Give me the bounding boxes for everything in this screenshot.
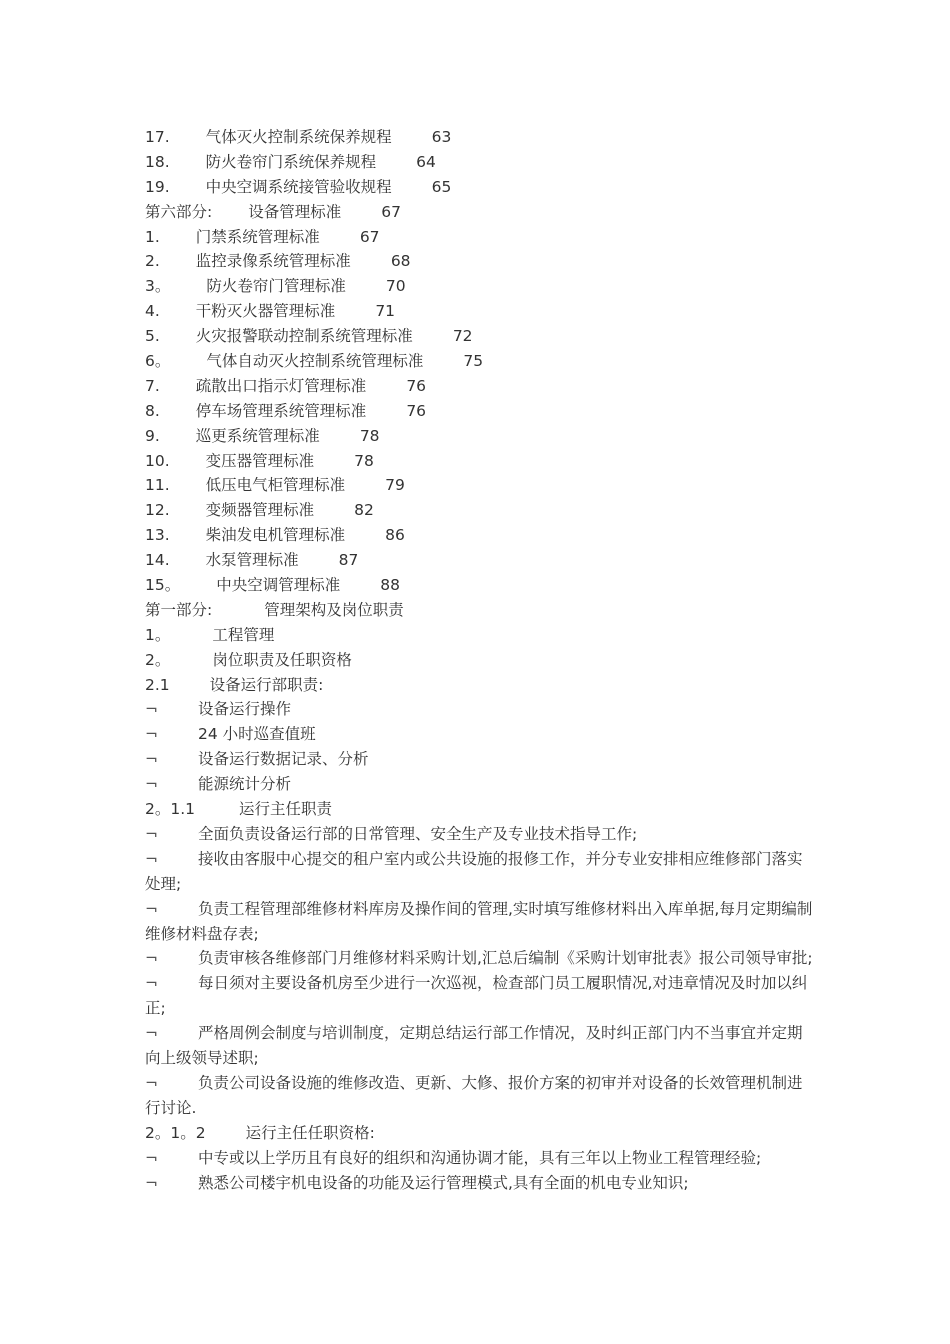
toc-title: 停车场管理系统管理标准 <box>195 401 367 420</box>
toc-number: 6。 <box>145 352 171 371</box>
toc-title: 水泵管理标准 <box>205 551 299 570</box>
toc-number: 13. <box>145 526 170 545</box>
toc-number: 12. <box>145 501 170 520</box>
part-number: 第一部分: <box>145 600 213 619</box>
toc-entry <box>145 498 815 523</box>
list-item <box>145 847 815 897</box>
toc-page: 86 <box>385 526 405 545</box>
heading-number: 1。 <box>145 625 171 644</box>
toc-entry <box>145 299 815 324</box>
toc-title: 柴油发电机管理标准 <box>205 526 346 545</box>
heading-2-1 <box>145 673 815 698</box>
toc-entry <box>145 324 815 349</box>
toc-title: 设备管理标准 <box>248 202 342 221</box>
toc-title: 低压电气柜管理标准 <box>205 476 346 495</box>
toc-page: 82 <box>354 501 374 520</box>
toc-page: 63 <box>431 128 452 146</box>
toc-page: 70 <box>385 277 406 296</box>
list-item <box>145 1171 815 1196</box>
heading-number: 2。1.1 <box>145 800 196 819</box>
toc-page: 65 <box>431 177 452 196</box>
list-item-text: 24 小时巡查值班 <box>198 725 316 744</box>
toc-number: 15。 <box>145 576 181 595</box>
toc-title: 巡更系统管理标准 <box>195 426 320 445</box>
bullet-mark: ¬ <box>145 1074 158 1092</box>
heading-1 <box>145 623 815 648</box>
toc-page: 67 <box>381 202 401 221</box>
heading-2-1-2 <box>145 1121 815 1146</box>
toc-number: 18. <box>145 152 170 171</box>
list-item <box>145 1021 815 1071</box>
toc-entry <box>145 573 815 598</box>
list-item-text: 中专或以上学历且有良好的组织和沟通协调才能，具有三年以上物业工程管理经验; <box>198 1148 762 1167</box>
toc-number: 11. <box>145 476 170 495</box>
list-item <box>145 971 815 1021</box>
toc-entry <box>145 374 815 399</box>
toc-entry <box>145 548 815 573</box>
list-item-text: 每日须对主要设备机房至少进行一次巡视，检查部门员工履职情况,对违章情况及时加以纠正; <box>145 974 808 1018</box>
list-item-text: 接收由客服中心提交的租户室内或公共设施的报修工作，并分专业安排相应维修部门落实处理; <box>145 849 803 893</box>
toc-page: 75 <box>463 352 484 371</box>
toc-title: 气体自动灭火控制系统管理标准 <box>206 352 424 371</box>
toc-entry <box>145 200 815 225</box>
toc-page: 78 <box>359 426 380 445</box>
toc-number: 4. <box>145 302 160 321</box>
toc-entry <box>145 249 815 274</box>
toc-title: 中央空调管理标准 <box>216 576 341 595</box>
bullet-mark: ¬ <box>145 1148 158 1167</box>
bullet-mark: ¬ <box>145 1173 158 1192</box>
toc-title: 变频器管理标准 <box>205 501 315 520</box>
toc-page: 76 <box>406 376 427 395</box>
bullet-mark: ¬ <box>145 725 158 744</box>
toc-title: 中央空调系统接管验收规程 <box>205 177 392 196</box>
toc-page: 64 <box>416 152 436 171</box>
toc-title: 门禁系统管理标准 <box>195 227 320 246</box>
toc-entry <box>145 225 815 250</box>
toc-number: 17. <box>145 128 170 146</box>
toc-title: 防火卷帘门管理标准 <box>206 277 346 296</box>
list-item-text: 设备运行数据记录、分析 <box>198 750 369 769</box>
list-item <box>145 1146 815 1171</box>
toc-entry <box>145 349 815 374</box>
list-item <box>145 697 815 722</box>
list-item-text: 严格周例会制度与培训制度，定期总结运行部工作情况，及时纠正部门内不当事宜并定期向上级领导述职; <box>145 1024 803 1068</box>
list-item <box>145 897 815 947</box>
toc-entry <box>145 150 815 175</box>
toc-title: 变压器管理标准 <box>205 451 315 470</box>
part-heading <box>145 598 815 623</box>
heading-number: 2。1。2 <box>145 1123 206 1142</box>
toc-title: 疏散出口指示灯管理标准 <box>195 376 367 395</box>
toc-number: 9. <box>145 426 160 445</box>
toc-title: 防火卷帘门系统保养规程 <box>205 152 377 171</box>
toc-page: 68 <box>390 252 411 271</box>
toc-page: 87 <box>338 551 359 570</box>
list-item <box>145 822 815 847</box>
list-item-text: 能源统计分析 <box>198 775 292 794</box>
list-item-text: 全面负责设备运行部的日常管理、安全生产及专业技术指导工作; <box>198 824 638 843</box>
list-item <box>145 772 815 797</box>
list-item-text: 设备运行操作 <box>198 700 292 719</box>
bullet-mark: ¬ <box>145 775 158 794</box>
document-body <box>145 125 815 1196</box>
toc-page: 67 <box>359 227 380 246</box>
heading-title: 岗位职责及任职资格 <box>212 650 352 669</box>
toc-entry <box>145 274 815 299</box>
toc-page: 88 <box>380 576 400 595</box>
toc-page: 76 <box>406 401 427 420</box>
bullet-mark: ¬ <box>145 974 158 993</box>
toc-number: 第六部分: <box>145 202 213 221</box>
toc-number: 7. <box>145 376 160 395</box>
toc-entry <box>145 449 815 474</box>
list-item <box>145 1071 815 1121</box>
bullet-mark: ¬ <box>145 1024 158 1043</box>
bullet-mark: ¬ <box>145 899 158 918</box>
heading-title: 运行主任职责 <box>239 800 333 819</box>
heading-2-1-1 <box>145 797 815 822</box>
toc-title: 监控录像系统管理标准 <box>195 252 351 271</box>
toc-entry <box>145 125 815 150</box>
toc-number: 3。 <box>145 277 171 296</box>
toc-title: 干粉灭火器管理标准 <box>195 302 336 321</box>
toc-entry <box>145 175 815 200</box>
heading-number: 2。 <box>145 650 171 669</box>
toc-page: 71 <box>375 302 396 321</box>
bullet-mark: ¬ <box>145 824 158 843</box>
list-item <box>145 722 815 747</box>
toc-entry <box>145 399 815 424</box>
bullet-mark: ¬ <box>145 949 158 968</box>
toc-page: 78 <box>354 451 374 470</box>
list-item-text: 负责审核各维修部门月维修材料采购计划,汇总后编制《采购计划审批表》报公司领导审批; <box>198 949 813 968</box>
toc-number: 8. <box>145 401 160 420</box>
toc-title: 火灾报警联动控制系统管理标准 <box>195 327 413 346</box>
toc-entry <box>145 424 815 449</box>
toc-number: 2. <box>145 252 160 271</box>
toc-number: 19. <box>145 177 170 196</box>
part-title: 管理架构及岗位职责 <box>264 600 404 619</box>
toc-entry <box>145 523 815 548</box>
toc-number: 14. <box>145 551 170 570</box>
list-item-text: 负责工程管理部维修材料库房及操作间的管理,实时填写维修材料出入库单据,每月定期编制维修材料盘存表; <box>145 899 813 943</box>
bullet-mark: ¬ <box>145 849 158 868</box>
toc-number: 10. <box>145 451 170 470</box>
heading-number: 2.1 <box>145 675 170 694</box>
bullet-mark: ¬ <box>145 750 158 769</box>
list-item <box>145 747 815 772</box>
toc-number: 1. <box>145 227 160 246</box>
list-item-text: 熟悉公司楼宇机电设备的功能及运行管理模式,具有全面的机电专业知识; <box>198 1173 689 1192</box>
heading-title: 设备运行部职责: <box>209 675 324 694</box>
bullet-mark: ¬ <box>145 700 158 719</box>
heading-2 <box>145 648 815 673</box>
toc-entry <box>145 473 815 498</box>
toc-page: 79 <box>385 476 405 495</box>
toc-title: 气体灭火控制系统保养规程 <box>205 128 392 146</box>
list-item <box>145 946 815 971</box>
toc-number: 5. <box>145 327 160 346</box>
heading-title: 工程管理 <box>212 625 275 644</box>
heading-title: 运行主任任职资格: <box>245 1123 375 1142</box>
list-item-text: 负责公司设备设施的维修改造、更新、大修、报价方案的初审并对设备的长效管理机制进行讨论. <box>145 1074 803 1117</box>
toc-page: 72 <box>452 327 473 346</box>
